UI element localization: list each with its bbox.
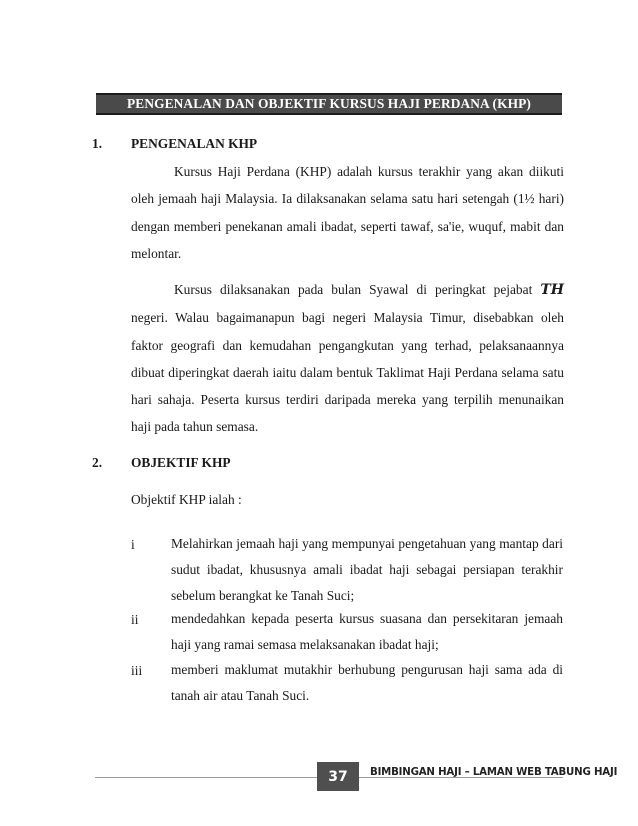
page-number: 37 xyxy=(317,762,359,791)
objective-item-number: i xyxy=(131,537,135,552)
objective-item-number: ii xyxy=(131,612,139,627)
section-2-title: OBJEKTIF KHP xyxy=(131,455,231,470)
section-1-paragraph-2-text-a: Kursus dilaksanakan pada bulan Syawal di peringkat pejabat xyxy=(174,282,541,297)
section-2-number: 2. xyxy=(92,455,103,470)
section-2-intro: Objektif KHP ialah : xyxy=(131,492,242,507)
objective-item-number: iii xyxy=(131,663,143,678)
objective-item-text: memberi maklumat mutakhir berhubung pengurusan haji sama ada di tanah air atau Tanah Suci. xyxy=(171,662,563,703)
footer-caption: BIMBINGAN HAJI – LAMAN WEB TABUNG HAJI xyxy=(370,767,618,778)
section-1-paragraph-2 xyxy=(131,276,564,441)
page-title: PENGENALAN DAN OBJEKTIF KURSUS HAJI PERDANA (KHP) xyxy=(96,93,562,115)
section-1-paragraph-2-text-b: negeri. Walau bagaimanapun bagi negeri Malaysia Timur, disebabkan oleh faktor geografi dan kemudahan pengangkutan yang terhad, pelaksanaannya dibuat diperingkat daerah iaitu dalam bentuk Taklimat Haji Perdana selama satu hari sahaja. Peserta kursus terdiri daripada mereka yang terpilih menunaikan haji pada tahun semasa. xyxy=(131,310,564,435)
section-1-paragraph-1 xyxy=(131,158,564,267)
objective-item-text: mendedahkan kepada peserta kursus suasana dan persekitaran jemaah haji yang ramai semasa melaksanakan ibadat haji; xyxy=(171,611,563,652)
section-1-number: 1. xyxy=(92,136,103,151)
section-1-title: PENGENALAN KHP xyxy=(131,136,258,151)
section-1-paragraph-1-text: Kursus Haji Perdana (KHP) adalah kursus terakhir yang akan diikuti oleh jemaah haji Malaysia. Ia dilaksanakan selama satu hari setengah (1½ hari) dengan memberi penekanan amali ibadat, seperti tawaf, sa'ie, wuquf, mabit dan melontar. xyxy=(131,164,564,261)
th-brand-mark: TH xyxy=(540,282,564,298)
objective-item-text: Melahirkan jemaah haji yang mempunyai pengetahuan yang mantap dari sudut ibadat, khususnya amali ibadat haji sebagai persiapan terakhir sebelum berangkat ke Tanah Suci; xyxy=(171,536,563,603)
